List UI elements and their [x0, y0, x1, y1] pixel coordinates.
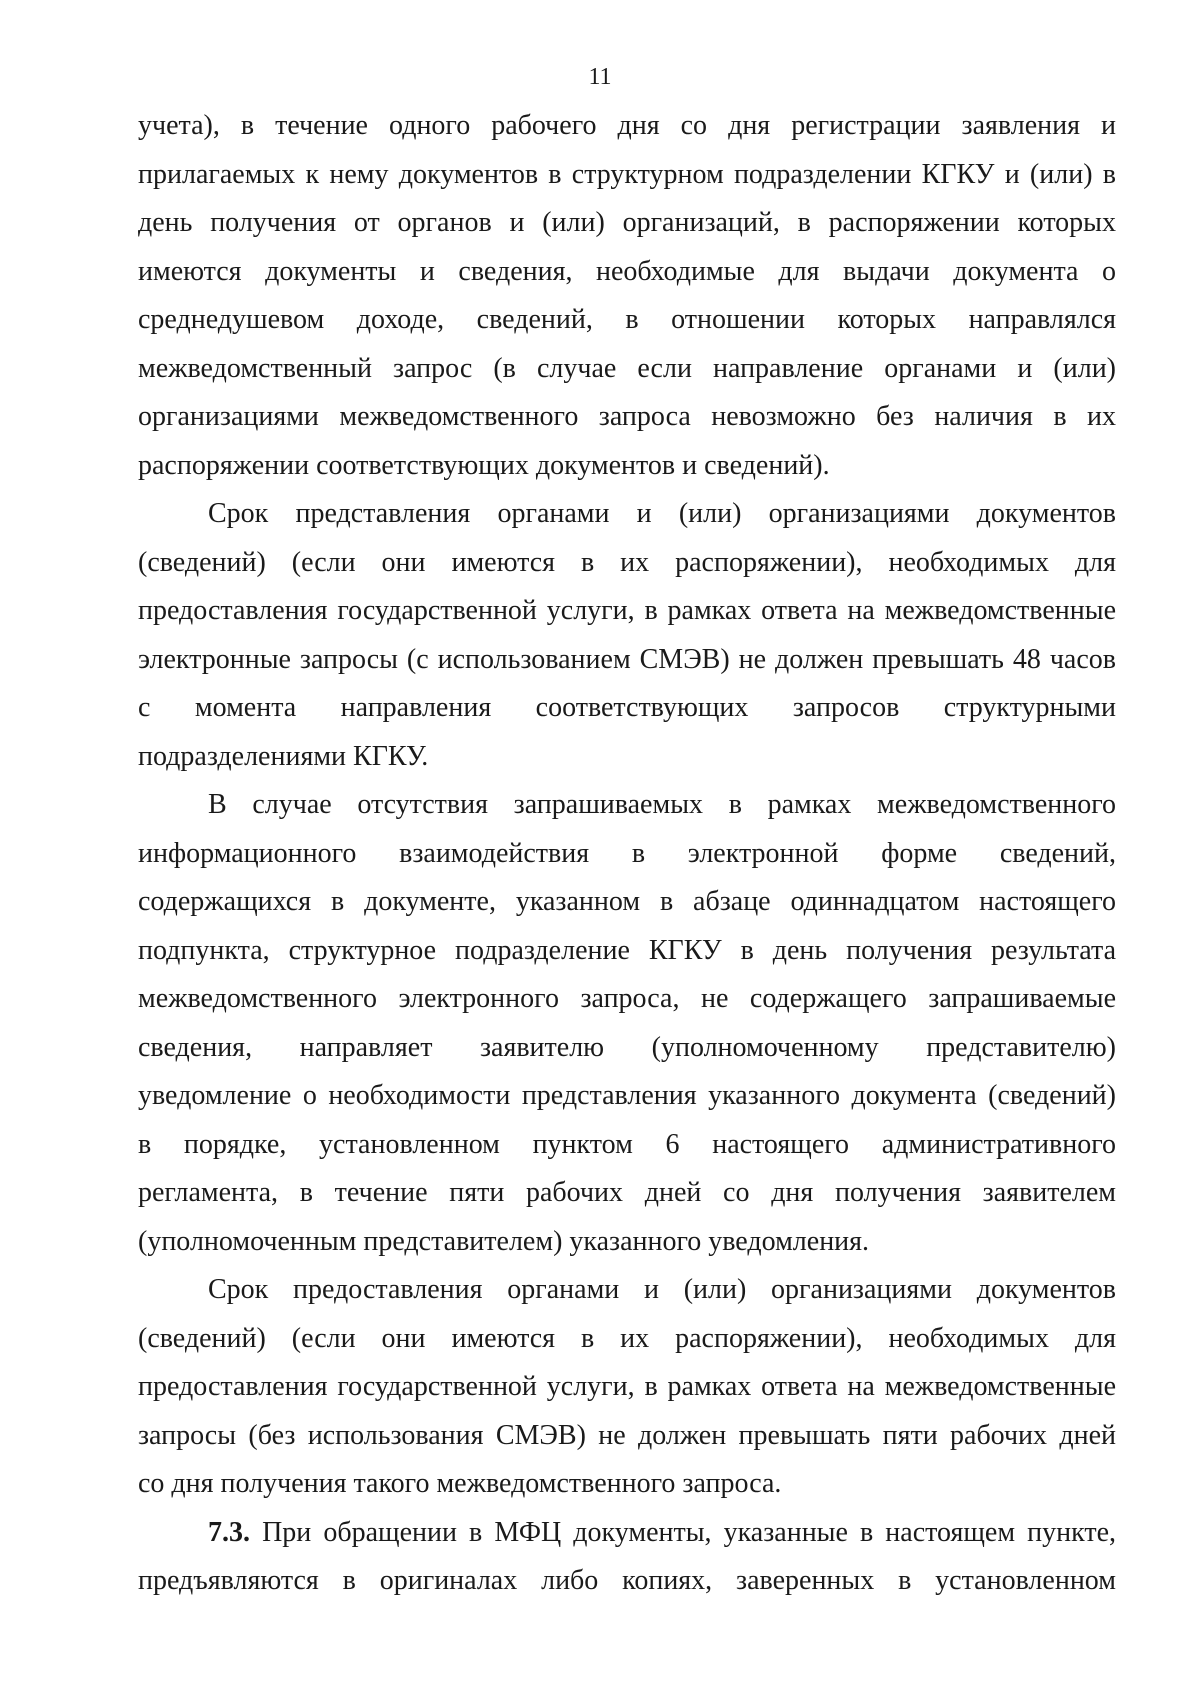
text-line: сведения, направляет заявителю (уполномоченному представителю): [138, 1031, 1116, 1063]
paragraph-5: [138, 1509, 1116, 1606]
paragraph-4: [138, 1266, 1116, 1509]
text-line: предоставления государственной услуги, в рамках ответа на межведомственные: [138, 1371, 1116, 1402]
text-line: среднедушевом доходе, сведений, в отношении которых направлялся: [138, 304, 1116, 335]
text-line: с момента направления соответствующих запросов структурными: [138, 692, 1116, 723]
text-line: в порядке, установленном пунктом 6 настоящего административного: [138, 1128, 1116, 1160]
text-line: прилагаемых к нему документов в структурном подразделении КГКУ и (или) в: [138, 158, 1116, 190]
text-line: регламента, в течение пяти рабочих дней со дня получения заявителем: [138, 1177, 1116, 1208]
text-line: распоряжении соответствующих документов и сведений).: [138, 449, 830, 481]
text-line: подразделениями КГКУ.: [138, 740, 429, 772]
text-line: В случае отсутствия запрашиваемых в рамках межведомственного: [208, 789, 1116, 820]
text-line: (сведений) (если они имеются в их распоряжении), необходимых для: [138, 546, 1116, 578]
text-line: межведомственный запрос (в случае если направление органами и (или): [138, 352, 1116, 384]
text-line: информационного взаимодействия в электронной форме сведений,: [138, 837, 1116, 869]
document-body: [138, 102, 1116, 1606]
text-line: уведомление о необходимости представления указанного документа (сведений): [138, 1080, 1116, 1111]
text-line: содержащихся в документе, указанном в абзаце одиннадцатом настоящего: [138, 886, 1116, 917]
text-line: предоставления государственной услуги, в рамках ответа на межведомственные: [138, 595, 1116, 626]
paragraph-3: [138, 781, 1116, 1266]
text-line: подпункта, структурное подразделение КГКУ в день получения результата: [138, 934, 1116, 966]
text-line: предъявляются в оригиналах либо копиях, заверенных в установленном: [138, 1565, 1116, 1596]
text-line: межведомственного электронного запроса, не содержащего запрашиваемые: [138, 983, 1116, 1014]
text-line: запросы (без использования СМЭВ) не должен превышать пяти рабочих дней: [138, 1419, 1116, 1451]
paragraph-1: [138, 102, 1116, 490]
text-line: день получения от органов и (или) организаций, в распоряжении которых: [138, 207, 1116, 238]
page-number: 11: [588, 64, 612, 90]
section-number: 7.3.: [208, 1516, 250, 1548]
text-line: учета), в течение одного рабочего дня со дня регистрации заявления и: [138, 110, 1116, 141]
text-line: [138, 1509, 1116, 1558]
text-line: электронные запросы (с использованием СМЭВ) не должен превышать 48 часов: [138, 643, 1116, 675]
text-line: Срок представления органами и (или) организациями документов: [208, 498, 1116, 529]
text-line: (уполномоченным представителем) указанного уведомления.: [138, 1225, 870, 1257]
text-line: Срок предоставления органами и (или) организациями документов: [208, 1274, 1116, 1305]
paragraph-2: [138, 490, 1116, 781]
text-fragment: При обращении в МФЦ документы, указанные в настоящем пункте,: [250, 1516, 1116, 1548]
text-line: (сведений) (если они имеются в их распоряжении), необходимых для: [138, 1322, 1116, 1354]
text-line: имеются документы и сведения, необходимые для выдачи документа о: [138, 255, 1116, 287]
text-line: со дня получения такого межведомственного запроса.: [138, 1468, 782, 1499]
text-line: организациями межведомственного запроса невозможно без наличия в их: [138, 401, 1116, 432]
